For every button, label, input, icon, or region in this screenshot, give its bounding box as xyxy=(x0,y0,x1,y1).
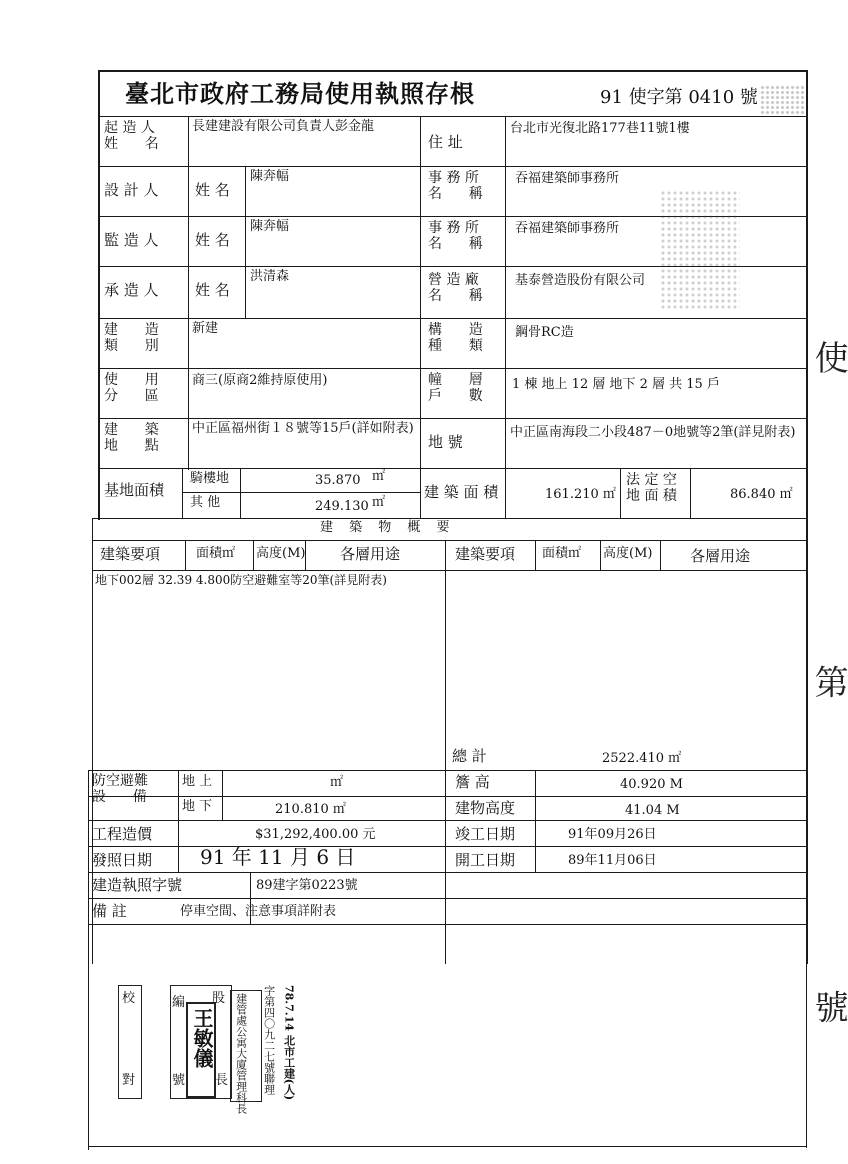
col-use-left: 各層用途 xyxy=(340,545,401,563)
col-item-left: 建築要項 xyxy=(100,545,161,563)
lot-value: 中正區南海段二小段487－0地號等2筆(詳見附表) xyxy=(510,425,796,440)
col-height-left: 高度(M) xyxy=(256,546,306,561)
lot-label: 地 號 xyxy=(428,433,463,451)
completion-value: 91年09月26日 xyxy=(568,827,657,842)
form-title: 臺北市政府工務局使用執照存根 xyxy=(125,79,475,108)
below-value: 210.810 ㎡ xyxy=(275,802,346,817)
address-value: 台北市光復北路177巷11號1樓 xyxy=(510,121,690,136)
designer-office-label: 事 務 所 名 稱 xyxy=(428,170,483,203)
supervisor-office-label: 事 務 所 名 稱 xyxy=(428,220,483,253)
eaves-value: 40.920 M xyxy=(620,777,683,792)
completion-label: 竣工日期 xyxy=(455,825,516,843)
units-value: 1 棟 地上 12 層 地下 2 層 共 15 戶 xyxy=(512,377,720,392)
supervisor-label: 監 造 人 xyxy=(104,231,159,249)
col-height-right: 高度(M) xyxy=(603,546,653,561)
col-area-left: 面積㎡ xyxy=(196,546,236,561)
structure-value: 鋼骨RC造 xyxy=(515,325,574,340)
use-label: 使 用 分 區 xyxy=(104,372,159,405)
eaves-label: 簷 高 xyxy=(455,773,490,791)
issue-label: 發照日期 xyxy=(92,851,153,869)
bldg-height-value: 41.04 M xyxy=(625,803,680,818)
date-stamp: 78.7.14 北市工建(人) xyxy=(282,985,296,1101)
overview-title: 建 築 物 概 要 xyxy=(320,520,456,535)
arcade-value: 35.870 xyxy=(315,473,361,488)
col-use-right: 各層用途 xyxy=(690,547,751,565)
remark-value: 停車空間、注意事項詳附表 xyxy=(180,904,337,919)
permit-label: 建造執照字號 xyxy=(92,876,183,894)
arcade-label: 騎樓地 xyxy=(190,471,230,486)
contractor-name-label: 姓 名 xyxy=(195,281,230,299)
overview-entry: 地下002層 32.39 4.800防空避難室等20筆(詳見附表) xyxy=(95,573,387,587)
contractor-firm: 基泰營造股份有限公司 xyxy=(515,273,646,288)
designer-name-label: 姓 名 xyxy=(195,181,230,199)
build-type-label: 建 造 類 別 xyxy=(104,322,159,355)
units-label: 幢 層 戶 數 xyxy=(428,372,483,405)
permit-number: 91 使字第 0410 號 xyxy=(600,87,758,108)
stamp-number: 號 xyxy=(172,1073,186,1088)
build-area-value: 161.210 ㎡ xyxy=(545,487,616,502)
col-area-right: 面積㎡ xyxy=(542,546,582,561)
use-value: 商三(原商2維持原使用) xyxy=(192,373,328,388)
open-area-value: 86.840 ㎡ xyxy=(730,487,793,502)
contractor-name: 洪清森 xyxy=(250,269,290,284)
remark-label: 備 註 xyxy=(92,902,127,920)
build-area-label: 建 築 面 積 xyxy=(424,483,499,501)
stamp-edit: 編 xyxy=(172,995,186,1010)
start-value: 89年11月06日 xyxy=(568,853,657,868)
structure-label: 構 造 種 類 xyxy=(428,322,483,355)
other-label: 其 他 xyxy=(190,495,221,510)
other-unit: ㎡ xyxy=(372,495,386,510)
above-value: ㎡ xyxy=(330,775,344,790)
stamp-chief: 長 xyxy=(215,1073,229,1088)
total-label: 總 計 xyxy=(452,747,487,765)
col-item-right: 建築要項 xyxy=(455,545,516,563)
owner-value: 長建建設有限公司負責人彭金龍 xyxy=(192,119,375,134)
site-label: 建 築 地 點 xyxy=(104,422,159,455)
start-label: 開工日期 xyxy=(455,851,516,869)
contractor-firm-label: 營 造 廠 名 稱 xyxy=(428,272,483,305)
dept-stamp: 建管處公寓大廈管理科長 xyxy=(234,993,248,1114)
owner-label: 起 造 人 姓 名 xyxy=(104,120,159,153)
designer-label: 設 計 人 xyxy=(104,181,159,199)
bldg-height-label: 建物高度 xyxy=(455,799,516,817)
shelter-label: 防空避難 設 備 xyxy=(92,773,148,806)
cost-value: $31,292,400.00 元 xyxy=(255,827,376,842)
build-type-value: 新建 xyxy=(192,321,219,336)
designer-office: 吞福建築師事務所 xyxy=(515,171,620,186)
reg-stamp: 字第四〇九二七號聯理 xyxy=(262,985,276,1095)
cost-label: 工程造價 xyxy=(92,825,153,843)
permit-value: 89建字第0223號 xyxy=(256,878,358,893)
issue-value: 91 年 11 月 6 日 xyxy=(200,845,356,869)
contractor-label: 承 造 人 xyxy=(104,281,159,299)
designer-name: 陳奔幅 xyxy=(250,169,290,184)
open-area-label: 法 定 空 地 面 積 xyxy=(626,472,677,505)
above-label: 地 上 xyxy=(182,774,213,789)
arcade-unit: ㎡ xyxy=(372,469,386,484)
stamp-section: 股 xyxy=(212,991,226,1006)
site-value: 中正區福州街１８號等15戶(詳如附表) xyxy=(192,421,414,436)
below-label: 地 下 xyxy=(182,799,213,814)
supervisor-name: 陳奔幅 xyxy=(250,219,290,234)
address-label: 住 址 xyxy=(428,133,463,151)
other-value: 249.130 xyxy=(315,499,369,514)
stamp-check: 校 xyxy=(122,991,136,1006)
signature-stamp: 王敏儀 xyxy=(190,1008,214,1068)
supervisor-name-label: 姓 名 xyxy=(195,231,230,249)
base-area-label: 基地面積 xyxy=(104,481,165,499)
supervisor-office: 吞福建築師事務所 xyxy=(515,221,620,236)
margin-characters: 使 第 號 xyxy=(808,340,848,1164)
stamp-pair: 對 xyxy=(122,1073,136,1088)
total-value: 2522.410 ㎡ xyxy=(602,751,682,766)
